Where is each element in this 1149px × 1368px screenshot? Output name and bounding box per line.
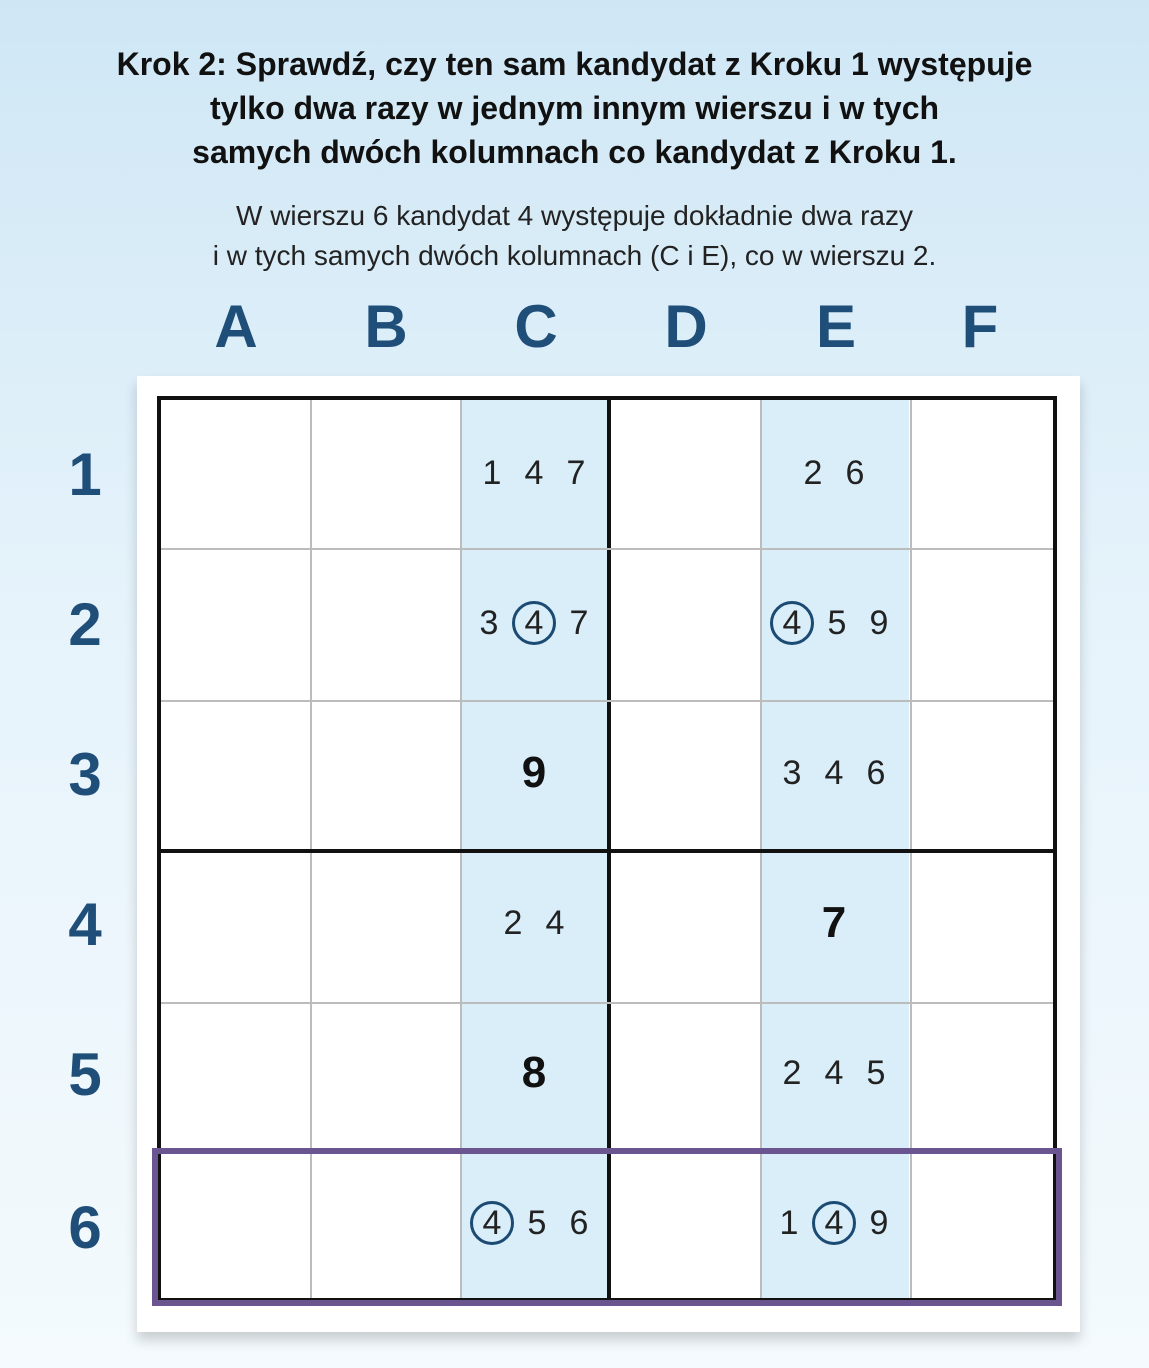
description-line: i w tych samych dwóch kolumnach (C i E), co w wierszu 2. <box>212 240 937 271</box>
cell-c5 <box>459 998 609 1148</box>
given-digit: 8 <box>521 1048 547 1097</box>
row-header-2: 2 <box>68 591 102 658</box>
cell-e4 <box>759 848 909 998</box>
candidate-list <box>492 902 576 944</box>
candidate-digit: 9 <box>869 1204 889 1242</box>
step-title <box>0 42 1149 174</box>
cell-e2 <box>759 548 909 698</box>
circled-candidate: 4 <box>470 1201 514 1245</box>
candidate-list <box>771 752 897 794</box>
candidate-digit: 3 <box>479 604 499 642</box>
cell-c1 <box>459 398 609 548</box>
cell-e3 <box>759 698 909 848</box>
row-header-4: 4 <box>68 891 102 958</box>
candidate-digit: 4 <box>524 454 544 492</box>
row-6-highlight <box>152 1148 1062 1306</box>
candidate-digit: 2 <box>782 1054 802 1092</box>
column-header-d: D <box>664 293 708 360</box>
description-line: W wierszu 6 kandydat 4 występuje dokładnie dwa razy <box>235 200 913 231</box>
given-digit: 9 <box>521 748 547 797</box>
column-header-e: E <box>815 293 857 360</box>
candidate-digit: 2 <box>803 454 823 492</box>
candidate-digit: 6 <box>569 1204 589 1242</box>
title-line: samych dwóch kolumnach co kandydat z Kroku 1. <box>192 134 957 170</box>
column-header-f: F <box>961 293 999 360</box>
candidate-digit: 7 <box>566 454 586 492</box>
title-line: Krok 2: Sprawdź, czy ten sam kandydat z Kroku 1 występuje <box>116 46 1033 82</box>
cell-e1 <box>759 398 909 548</box>
candidate-digit: 6 <box>845 454 865 492</box>
row-header-6: 6 <box>68 1194 102 1261</box>
candidate-digit: 4 <box>824 754 844 792</box>
step-description <box>0 196 1149 276</box>
candidate-digit: 5 <box>866 1054 886 1092</box>
candidate-list <box>768 601 900 645</box>
candidate-digit: 4 <box>545 904 565 942</box>
candidate-list <box>792 452 876 494</box>
column-header-c: C <box>514 293 558 360</box>
candidate-digit: 9 <box>869 604 889 642</box>
cell-e5 <box>759 998 909 1148</box>
column-header-b: B <box>364 293 408 360</box>
candidate-digit: 1 <box>779 1204 799 1242</box>
column-header-a: A <box>214 293 258 360</box>
candidate-digit: 1 <box>482 454 502 492</box>
circled-candidate: 4 <box>512 601 556 645</box>
cell-c3 <box>459 698 609 848</box>
candidate-digit: 6 <box>866 754 886 792</box>
candidate-digit: 2 <box>503 904 523 942</box>
cell-c4 <box>459 848 609 998</box>
candidate-digit: 7 <box>569 604 589 642</box>
cell-c2 <box>459 548 609 698</box>
candidate-digit: 4 <box>824 1054 844 1092</box>
candidate-digit: 5 <box>827 604 847 642</box>
candidate-list <box>471 452 597 494</box>
circled-candidate: 4 <box>770 601 814 645</box>
row-header-5: 5 <box>68 1041 102 1108</box>
row-header-1: 1 <box>68 441 102 508</box>
given-digit: 7 <box>821 898 847 947</box>
candidate-list <box>468 601 600 645</box>
row-header-3: 3 <box>68 741 102 808</box>
candidate-digit: 5 <box>527 1204 547 1242</box>
title-line: tylko dwa razy w jednym innym wierszu i w tych <box>209 90 940 126</box>
circled-candidate: 4 <box>812 1201 856 1245</box>
candidate-digit: 3 <box>782 754 802 792</box>
candidate-list <box>771 1052 897 1094</box>
